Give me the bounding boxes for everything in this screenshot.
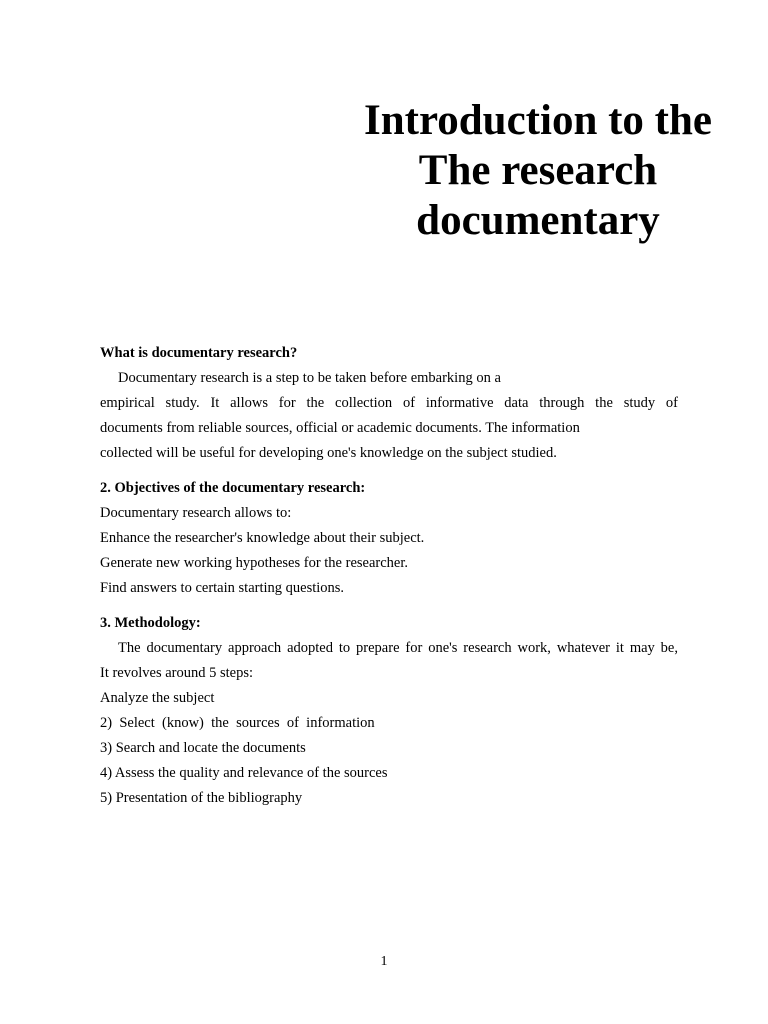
section-heading-what-is: What is documentary research? [100, 345, 298, 361]
section-gap [100, 466, 678, 476]
page-number: 1 [380, 954, 388, 969]
list-item: Find answers to certain starting questions. [100, 580, 345, 596]
list-item: 2) Select (know) the sources of information [100, 715, 375, 731]
paragraph-line: It revolves around 5 steps: [100, 665, 254, 681]
list-item: Documentary research allows to: [100, 505, 292, 521]
title-line-3: documentary [416, 197, 660, 244]
list-item: 4) Assess the quality and relevance of the sources [100, 765, 388, 781]
paragraph-line: empirical study. It allows for the collection of informative data through the study of [100, 395, 678, 411]
list-item: 3) Search and locate the documents [100, 740, 306, 756]
page-title [320, 96, 756, 246]
paragraph-line: Documentary research is a step to be taken before embarking on a [118, 370, 501, 386]
paragraph-line: documents from reliable sources, official or academic documents. The information [100, 420, 580, 436]
list-item: Enhance the researcher's knowledge about their subject. [100, 530, 425, 546]
title-line-2: The research [418, 147, 658, 194]
paragraph-line: collected will be useful for developing one's knowledge on the subject studied. [100, 445, 557, 461]
list-item: 5) Presentation of the bibliography [100, 790, 303, 806]
section-heading-objectives: 2. Objectives of the documentary research: [100, 480, 366, 496]
list-item: Analyze the subject [100, 690, 215, 706]
paragraph-line: The documentary approach adopted to prepare for one's research work, whatever it may be, [118, 640, 678, 656]
document-body [100, 341, 678, 811]
title-line-1: Introduction to the [363, 97, 712, 144]
section-heading-methodology: 3. Methodology: [100, 615, 201, 631]
list-item: Generate new working hypotheses for the researcher. [100, 555, 408, 571]
section-gap [100, 601, 678, 611]
